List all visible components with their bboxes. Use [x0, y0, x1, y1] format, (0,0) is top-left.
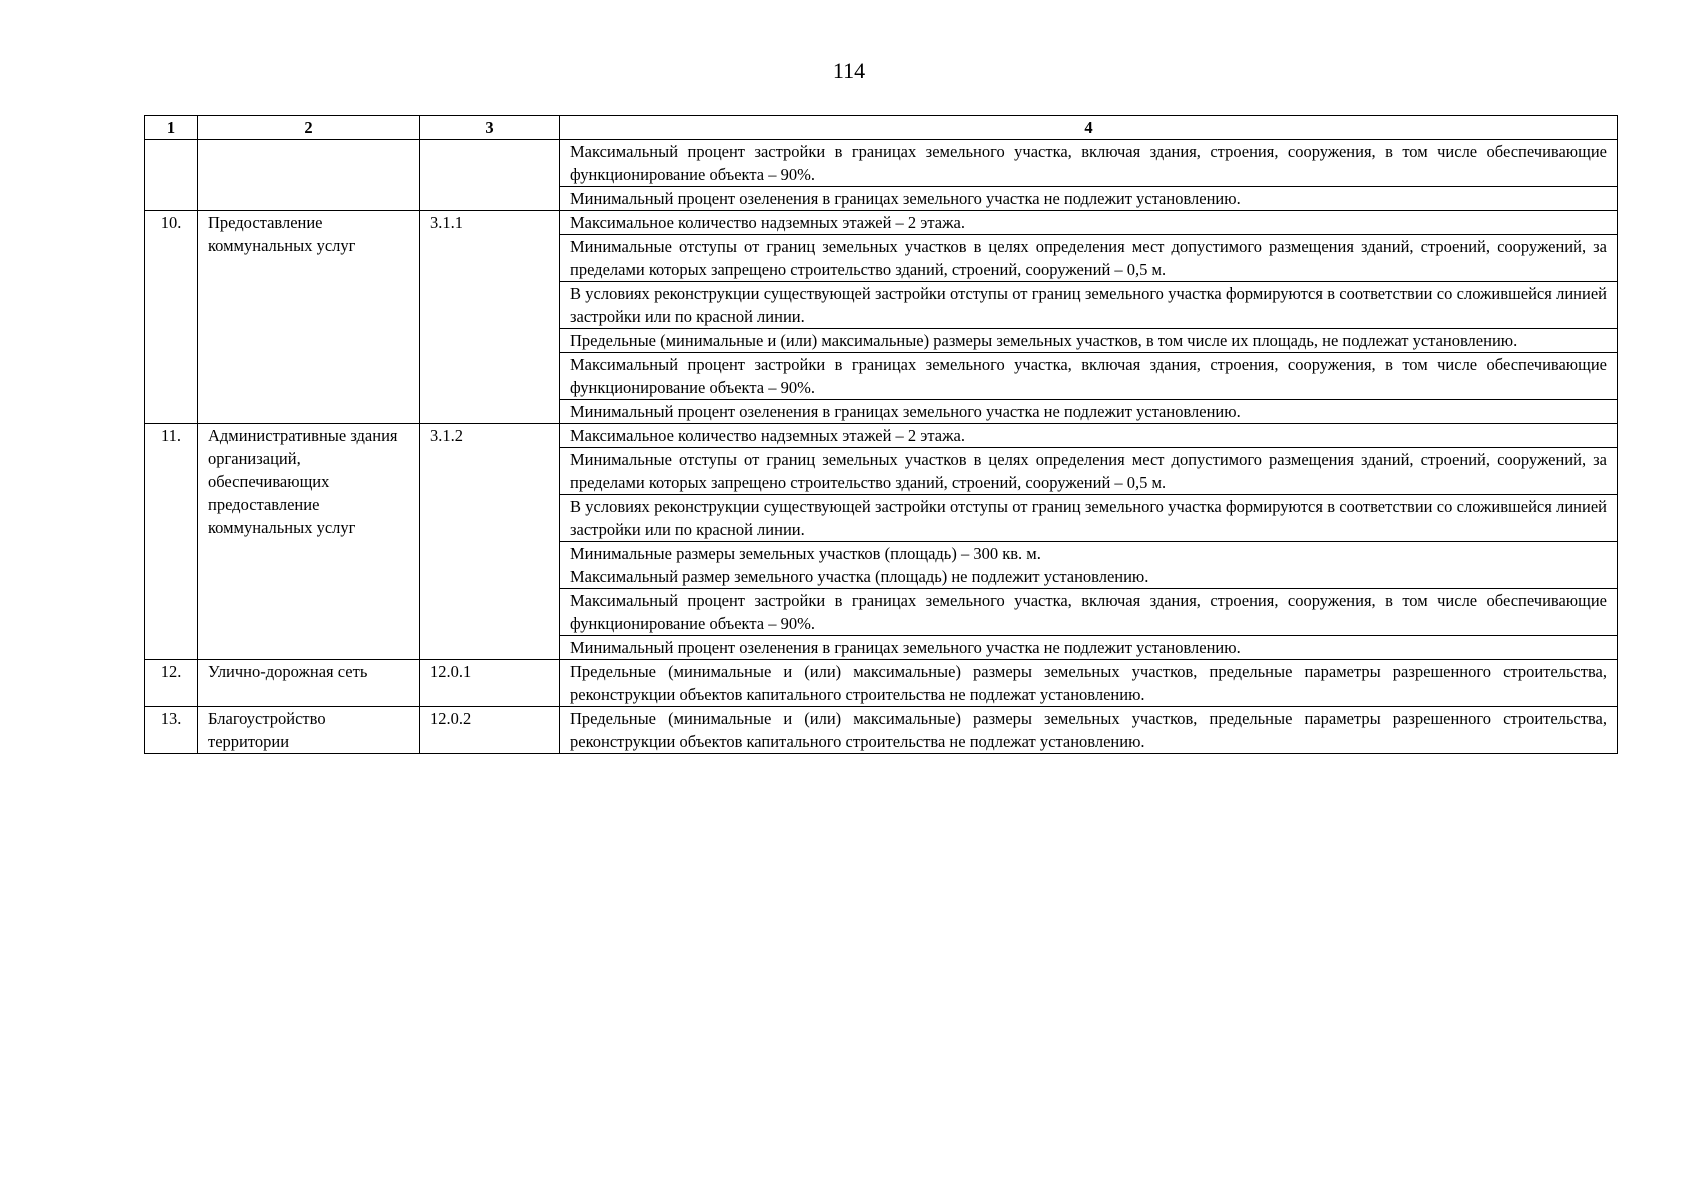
- table-row: [145, 211, 1618, 235]
- row-parameter: Предельные (минимальные и (или) максимальные) размеры земельных участков, предельные параметры разрешенного строительства, реконструкции объектов капитального строительства не подлежат установлению.: [560, 660, 1618, 707]
- table-row: [145, 707, 1618, 754]
- row-parameter: Минимальные отступы от границ земельных участков в целях определения мест допустимого размещения зданий, строений, сооружений, за пределами которых запрещено строительство зданий, строений, сооружений – 0,5 м.: [560, 448, 1618, 495]
- row-parameter: Максимальный процент застройки в границах земельного участка, включая здания, строения, сооружения, в том числе обеспечивающие функционирование объекта – 90%.: [560, 353, 1618, 400]
- row-parameter: Предельные (минимальные и (или) максимальные) размеры земельных участков, в том числе их площадь, не подлежат установлению.: [560, 329, 1618, 353]
- table-header-row: [145, 116, 1618, 140]
- regulations-table: [144, 115, 1618, 754]
- column-header-3: 3: [420, 116, 560, 140]
- column-header-1: 1: [145, 116, 198, 140]
- row-code: 3.1.2: [420, 424, 560, 660]
- row-use-name: Предоставление коммунальных услуг: [198, 211, 420, 424]
- row-parameter: Максимальное количество надземных этажей – 2 этажа.: [560, 424, 1618, 448]
- row-number: 10.: [145, 211, 198, 424]
- row-parameter: Максимальный процент застройки в границах земельного участка, включая здания, строения, сооружения, в том числе обеспечивающие функционирование объекта – 90%.: [560, 140, 1618, 187]
- row-parameter: В условиях реконструкции существующей застройки отступы от границ земельного участка формируются в соответствии со сложившейся линией застройки или по красной линии.: [560, 495, 1618, 542]
- row-number: 13.: [145, 707, 198, 754]
- column-header-2: 2: [198, 116, 420, 140]
- row-number: 11.: [145, 424, 198, 660]
- row-parameter-group: [560, 542, 1618, 589]
- row-parameter: Минимальный процент озеленения в границах земельного участка не подлежит установлению.: [560, 187, 1618, 211]
- table-row: [145, 424, 1618, 448]
- table-row: [145, 660, 1618, 707]
- row-code: 12.0.1: [420, 660, 560, 707]
- row-code: 12.0.2: [420, 707, 560, 754]
- row-parameter: Максимальный процент застройки в границах земельного участка, включая здания, строения, сооружения, в том числе обеспечивающие функционирование объекта – 90%.: [560, 589, 1618, 636]
- row-parameter: Минимальные отступы от границ земельных участков в целях определения мест допустимого размещения зданий, строений, сооружений, за пределами которых запрещено строительство зданий, строений, сооружений – 0,5 м.: [560, 235, 1618, 282]
- row-use-name: Улично-дорожная сеть: [198, 660, 420, 707]
- row-number: [145, 140, 198, 211]
- row-parameter: В условиях реконструкции существующей застройки отступы от границ земельного участка формируются в соответствии со сложившейся линией застройки или по красной линии.: [560, 282, 1618, 329]
- column-header-4: 4: [560, 116, 1618, 140]
- row-code: 3.1.1: [420, 211, 560, 424]
- row-parameter: Предельные (минимальные и (или) максимальные) размеры земельных участков, предельные параметры разрешенного строительства, реконструкции объектов капитального строительства не подлежат установлению.: [560, 707, 1618, 754]
- row-parameter: Максимальное количество надземных этажей – 2 этажа.: [560, 211, 1618, 235]
- row-parameter: Минимальный процент озеленения в границах земельного участка не подлежит установлению.: [560, 636, 1618, 660]
- row-parameter: Минимальные размеры земельных участков (площадь) – 300 кв. м.: [570, 544, 1041, 563]
- row-use-name: Благоустройство территории: [198, 707, 420, 754]
- row-use-name: Административные здания организаций, обеспечивающих предоставление коммунальных услуг: [198, 424, 420, 660]
- row-use-name: [198, 140, 420, 211]
- row-code: [420, 140, 560, 211]
- page-number: 114: [832, 58, 866, 83]
- row-parameter: Максимальный размер земельного участка (площадь) не подлежит установлению.: [570, 567, 1149, 586]
- row-parameter: Минимальный процент озеленения в границах земельного участка не подлежит установлению.: [560, 400, 1618, 424]
- table-row: [145, 140, 1618, 187]
- row-number: 12.: [145, 660, 198, 707]
